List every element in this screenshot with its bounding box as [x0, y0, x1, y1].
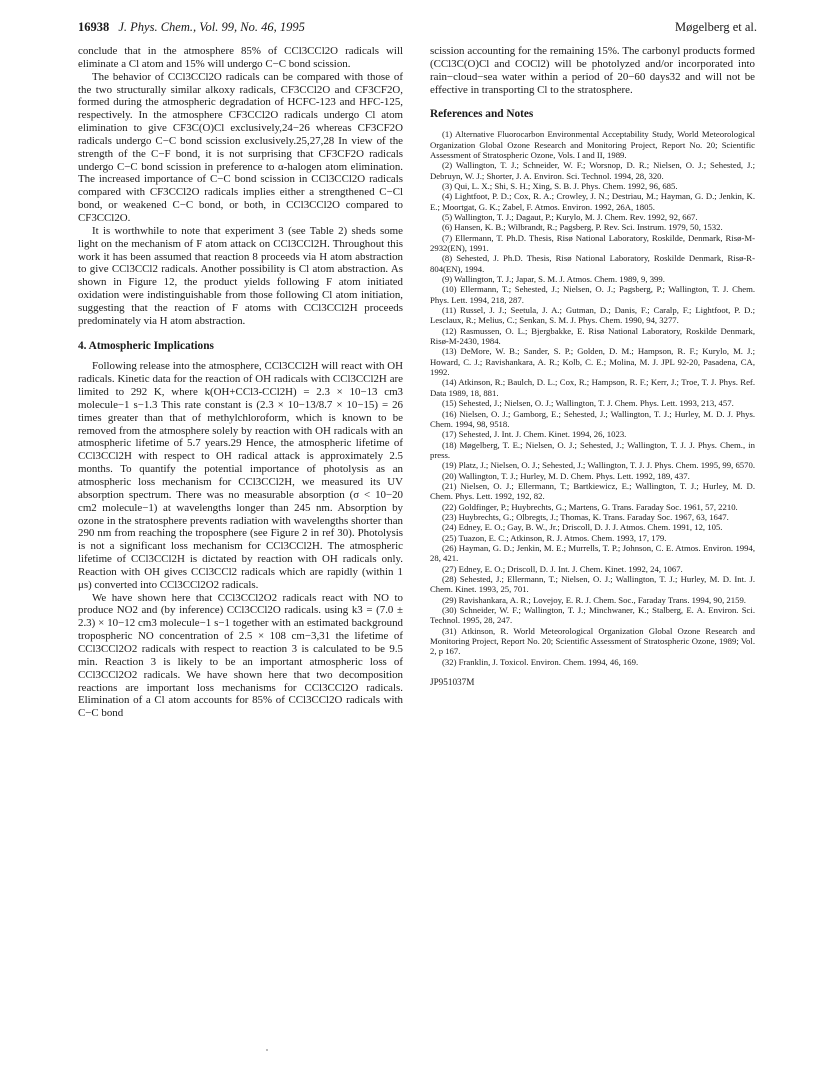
reference-item: (11) Russel, J. J.; Seetula, J. A.; Gutman, D.; Danis, F.; Caralp, F.; Lightfoot, P. D.; Lesclaux, R.; Melius, C.; Senkan, S. M. J. Phys. Chem. 1990, 94, 3277.	[430, 305, 755, 326]
reference-item: (25) Tuazon, E. C.; Atkinson, R. J. Atmos. Chem. 1993, 17, 179.	[442, 532, 667, 543]
page-speck	[266, 1049, 268, 1051]
reference-item: (12) Rasmussen, O. L.; Bjergbakke, E. Risø National Laboratory, Roskilde Denmark, Risø-M-2430, 1984.	[430, 325, 755, 347]
reference-item: (7) Ellermann, T. Ph.D. Thesis, Risø National Laboratory, Roskilde, Denmark, Risø-M-2932(EN), 1991.	[430, 232, 755, 253]
header-left	[78, 20, 305, 35]
reference-item: (13) DeMore, W. B.; Sander, S. P.; Golden, D. M.; Hampson, R. F.; Kurylo, M. J.; Howard, C. J.; Ravishankara, A. R.; Kolb, C. E.; Molina, M. J. JPL 92-20, Pasadena, CA, 1992.	[430, 346, 755, 378]
right-column	[430, 45, 755, 689]
reference-item: (5) Wallington, T. J.; Dagaut, P.; Kurylo, M. J. Chem. Rev. 1992, 92, 667.	[442, 211, 698, 222]
references-list	[430, 129, 755, 667]
reference-item: (6) Hansen, K. B.; Wilbrandt, R.; Pagsberg, P. Rev. Sci. Instrum. 1979, 50, 1532.	[442, 222, 723, 233]
reference-item: (28) Sehested, J.; Ellermann, T.; Nielsen, O. J.; Wallington, T. J.; Hurley, M. D. Int. J. Chem. Kinet. 1993, 25, 701.	[430, 574, 755, 595]
paragraph: We have shown here that CCl3CCl2O2 radicals react with NO to produce NO2 and (by inference) CCl3CCl2O radicals. using k3 = (7.0 ± 2.3) × 10−12 cm3 molecule−1 s−1 together with an estimated background tropospheric NO concentration of 2.5 × 108 cm−3,31 the lifetime of CCl3CCl2O2 radicals with respect to reaction 3 is calculated to be 9.5 min. Reaction 3 is likely to be an important atmospheric loss of CCl3CCl2O2 radicals. We have shown here that two decomposition reactions are important loss mechanisms for CCl3CCl2O radicals. Elimination of a Cl atom accounts for 85% of CCl3CCl2O radicals with C−C bond	[78, 591, 403, 720]
left-column	[78, 45, 403, 720]
reference-item: (27) Edney, E. O.; Driscoll, D. J. Int. J. Chem. Kinet. 1992, 24, 1067.	[442, 563, 683, 574]
running-header	[78, 20, 757, 38]
reference-item: (22) Goldfinger, P.; Huybrechts, G.; Martens, G. Trans. Faraday Soc. 1961, 57, 2210.	[442, 501, 738, 512]
reference-item: (23) Huybrechts, G.; Olbregts, J.; Thomas, K. Trans. Faraday Soc. 1967, 63, 1647.	[442, 511, 729, 522]
paragraph: scission accounting for the remaining 15%. The carbonyl products formed (CCl3C(O)Cl and COCl2) will be photolyzed and/or incorporated into rain−cloud−sea water within a period of 20−60 days32 and will not be effective in transporting Cl to the stratosphere.	[430, 45, 755, 96]
reference-item: (20) Wallington, T. J.; Hurley, M. D. Chem. Phys. Lett. 1992, 189, 437.	[442, 470, 690, 481]
reference-item: (24) Edney, E. O.; Gay, B. W., Jr.; Driscoll, D. J. J. Atmos. Chem. 1991, 12, 105.	[442, 522, 723, 533]
reference-item: (15) Sehested, J.; Nielsen, O. J.; Wallington, T. J. Chem. Phys. Lett. 1993, 213, 457.	[442, 398, 734, 409]
reference-item: (18) Møgelberg, T. E.; Nielsen, O. J.; Sehested, J.; Wallington, T. J. J. Phys. Chem., in press.	[430, 439, 755, 460]
journal-citation: J. Phys. Chem., Vol. 99, No. 46, 1995	[118, 20, 305, 34]
paragraph: conclude that in the atmosphere 85% of CCl3CCl2O radicals will eliminate a Cl atom and 15% will undergo C−C bond scission.	[78, 45, 403, 70]
reference-item: (1) Alternative Fluorocarbon Environmental Acceptability Study, World Meteorological Organization Global Ozone Research and Monitoring Project, Report No. 20; Scientific Assessment of Stratospheric Ozone, Vols. I and II, 1989.	[430, 129, 755, 160]
header-authors: Møgelberg et al.	[674, 20, 757, 34]
section-heading: 4. Atmospheric Implications	[78, 339, 214, 352]
reference-item: (29) Ravishankara, A. R.; Lovejoy, E. R. J. Chem. Soc., Faraday Trans. 1994, 90, 2159.	[442, 594, 746, 605]
reference-item: (32) Franklin, J. Toxicol. Environ. Chem. 1994, 46, 169.	[442, 656, 639, 667]
reference-item: (30) Schneider, W. F.; Wallington, T. J.; Minchwaner, K.; Stalberg, E. A. Environ. Sci. Technol. 1995, 28, 247.	[430, 605, 755, 626]
reference-item: (10) Ellermann, T.; Sehested, J.; Nielsen, O. J.; Pagsberg, P.; Wallington, T. J. Chem. Phys. Lett. 1994, 218, 287.	[430, 284, 755, 305]
reference-item: (2) Wallington, T. J.; Schneider, W. F.; Worsnop, D. R.; Nielsen, O. J.; Sehested, J.; Debruyn, W. J.; Shorter, J. A. Environ. Sci. Technol. 1994, 28, 320.	[430, 160, 755, 181]
reference-item: (19) Platz, J.; Nielsen, O. J.; Sehested, J.; Wallington, T. J. J. Phys. Chem. 1995, 99, 6570.	[442, 460, 756, 471]
page-number: 16938	[78, 20, 110, 34]
reference-item: (21) Nielsen, O. J.; Ellermann, T.; Bartkiewicz, E.; Wallington, T. J.; Hurley, M. D. Chem. Phys. Lett. 1992, 192, 82.	[430, 480, 755, 502]
paragraph: The behavior of CCl3CCl2O radicals can be compared with those of the two structurally similar alkoxy radicals, CF3CCl2O and CF3CF2O, formed during the atmospheric degradation of HCFC-123 and HFC-125, respectively. In the atmosphere CF3CCl2O radicals undergo Cl atom elimination to give CF3C(O)Cl exclusively,24−26 whereas CF3CF2O radicals undergo C−C bond scission exclusively.25,27,28 In view of the strength of the C−F bond, it is not surprising that CF3CF2O radicals undergo C−C bond scission in preference to α-halogen atom elimination. The increased importance of C−C bond scission in CCl3CCl2O radicals compared with CF3CCl2O radicals implies either a strengthened C−Cl bond, or weakened C−C bond, or both, in CCl3CCl2O compared to CF3CCl2O.	[78, 70, 403, 224]
manuscript-code: JP951037M	[430, 677, 475, 688]
reference-item: (4) Lightfoot, P. D.; Cox, R. A.; Crowley, J. N.; Destriau, M.; Hayman, G. D.; Jenkin, K. E.; Moortgat, G. K.; Zabel, F. Atmos. Environ. 1992, 26A, 1805.	[430, 191, 755, 212]
reference-item: (3) Qui, L. X.; Shi, S. H.; Xing, S. B. J. Phys. Chem. 1992, 96, 685.	[442, 180, 678, 191]
paragraph: It is worthwhile to note that experiment 3 (see Table 2) sheds some light on the mechanism of F atom attack on CCl3CCl2H. Throughout this work it has been assumed that reaction 8 proceeds via H atom abstraction to give CCl3CCl2 radicals. Another possibility is Cl atom abstraction. As shown in Figure 12, the product yields following F atom initiated oxidation were indistinguishable from those following Cl atom initiation, suggesting that the reaction of F atoms with CCl3CCl2H proceeds predominately via H atom abstraction.	[78, 224, 403, 327]
references-heading: References and Notes	[430, 108, 534, 121]
reference-item: (8) Sehested, J. Ph.D. Thesis, Risø National Laboratory, Roskilde Denmark, Risø-R-804(EN), 1994.	[430, 253, 755, 274]
reference-item: (14) Atkinson, R.; Baulch, D. L.; Cox, R.; Hampson, R. F.; Kerr, J.; Troe, T. J. Phys. Ref. Data 1989, 18, 881.	[430, 377, 755, 398]
reference-item: (26) Hayman, G. D.; Jenkin, M. E.; Murrells, T. P.; Johnson, C. E. Atmos. Environ. 1994, 28, 421.	[430, 542, 755, 564]
reference-item: (9) Wallington, T. J.; Japar, S. M. J. Atmos. Chem. 1989, 9, 399.	[442, 274, 665, 285]
paragraph: Following release into the atmosphere, CCl3CCl2H will react with OH radicals. Kinetic data for the reaction of OH radicals with CCl3CCl2H are limited to 292 K, where k(OH+CCl3-CCl2H) = 2.3 × 10−13 cm3 molecule−1 s−1.3 This rate constant is (2.3 × 10−13/8.7 × 10−15) = 26 times greater than that of methylchloroform, which is known to be removed from the atmosphere solely by reaction with OH radicals with an atmospheric lifetime of 5.7 years.29 Hence, the atmospheric lifetime of CCl3CCl2H with respect to OH radical attack is approximately 2.5 months. To quantify the potential importance of photolysis as an atmospheric loss mechanism for CCl3CCl2H, we measured its UV absorption spectrum. There was no measurable absorption (σ < 10−20 cm2 molecule−1) at wavelengths longer than 245 nm. Absorption by ozone in the stratosphere prevents radiation with wavelengths shorter than 290 nm from reaching the troposphere (see Figure 2 in ref 30). Photolysis is not a significant loss mechanism for CCl3CCl2H. The atmospheric lifetime of CCl3CCl2H is dictated by reaction with OH radicals only. Reaction with OH gives CCl3CCl2 radicals which are rapidly (within 1 μs) converted into CCl3CCl2O2 radicals.	[78, 360, 403, 591]
reference-item: (16) Nielsen, O. J.; Gamborg, E.; Sehested, J.; Wallington, T. J.; Hurley, M. D. J. Phys. Chem. 1994, 98, 9518.	[430, 408, 755, 429]
reference-item: (31) Atkinson, R. World Meteorological Organization Global Ozone Research and Monitoring Project, Report No. 20; Scientific Assessment of Stratospheric Ozone, 1989; Vol. 2, p 167.	[430, 625, 755, 657]
reference-item: (17) Sehested, J. Int. J. Chem. Kinet. 1994, 26, 1023.	[442, 429, 627, 440]
